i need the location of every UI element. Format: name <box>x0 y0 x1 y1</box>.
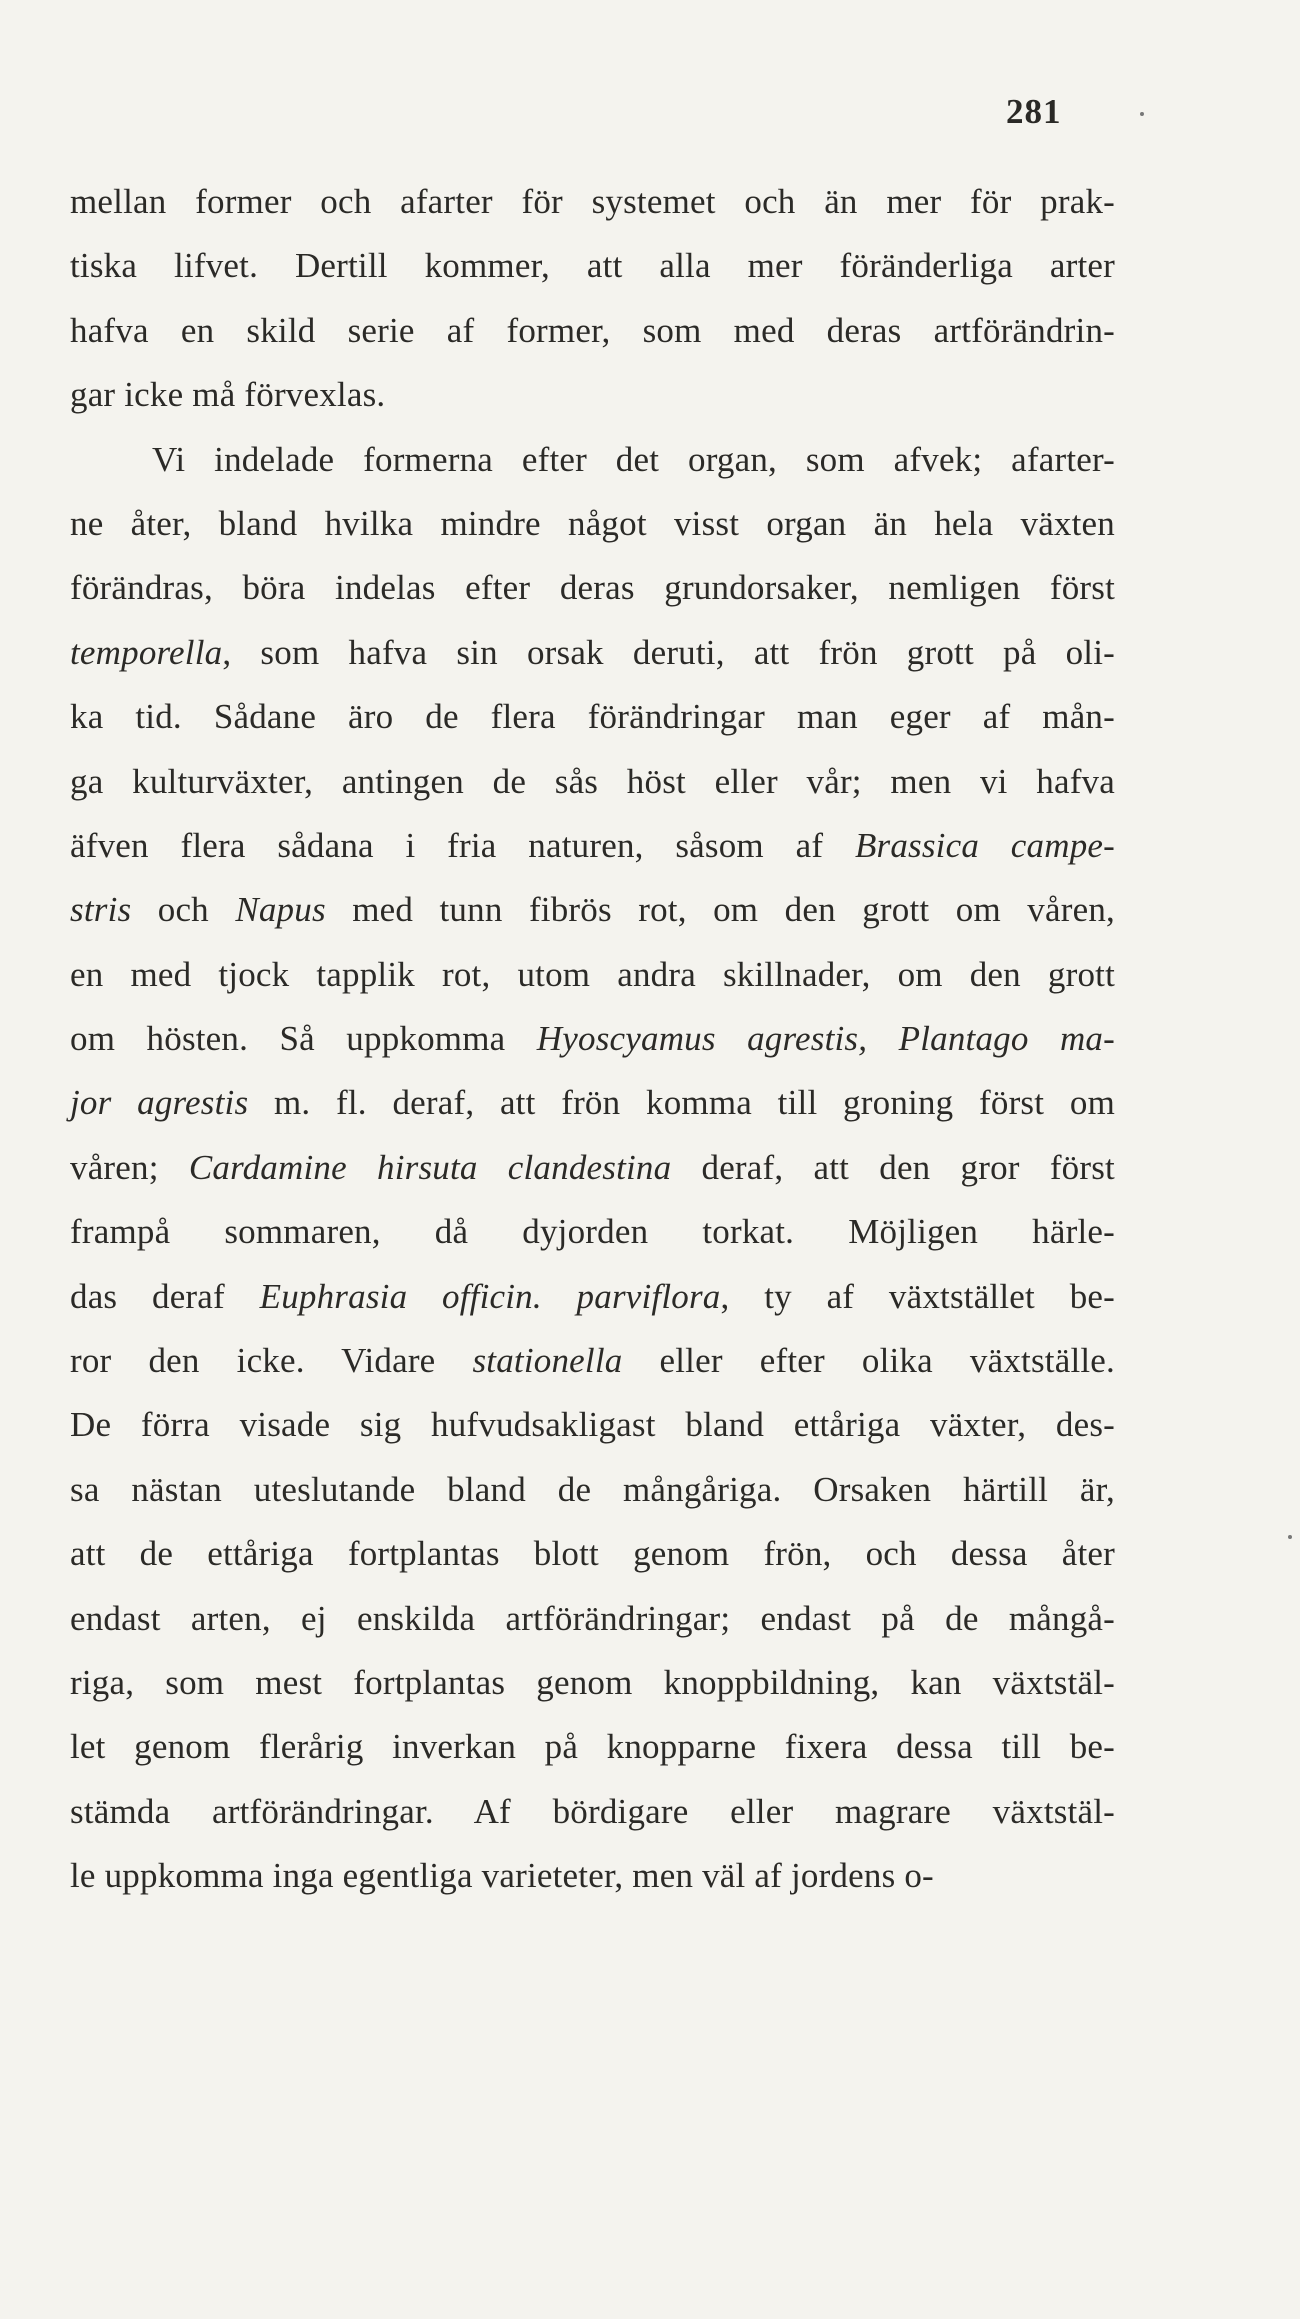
text-line <box>70 1780 1115 1844</box>
text-run: frampå sommaren, då dyjorden torkat. Möjligen härle- <box>70 1212 1115 1252</box>
italic-term: Hyoscyamus agrestis, Plantago ma- <box>536 1019 1115 1059</box>
text-run: Vi indelade formerna efter det organ, som afvek; afarter- <box>152 439 1115 479</box>
text-run: våren; <box>70 1147 189 1187</box>
text-run: äfven flera sådana i fria naturen, såsom af <box>70 825 855 865</box>
italic-term: temporella <box>70 632 223 672</box>
text-line <box>70 170 1115 234</box>
italic-term: stationella <box>472 1341 623 1381</box>
italic-term: Napus <box>235 890 326 930</box>
text-run: med tunn fibrös rot, om den grott om våren, <box>325 890 1115 930</box>
text-line <box>70 1071 1115 1135</box>
text-run: m. fl. deraf, att frön komma till groning först om <box>248 1083 1115 1123</box>
text-line <box>70 621 1115 685</box>
text-line <box>70 1265 1115 1329</box>
text-line <box>70 1844 1115 1908</box>
text-line <box>70 750 1115 814</box>
text-line <box>70 1007 1115 1071</box>
text-run: hafva en skild serie af former, som med deras artförändrin- <box>70 310 1115 350</box>
text-line <box>70 878 1115 942</box>
text-run: förändras, böra indelas efter deras grundorsaker, nemligen först <box>70 568 1115 608</box>
italic-term: Cardamine hirsuta clandestina <box>188 1147 672 1187</box>
text-run: ror den icke. Vidare <box>70 1341 473 1381</box>
ink-speck <box>1140 112 1144 116</box>
page-number: 281 <box>1006 92 1062 131</box>
text-line <box>70 685 1115 749</box>
text-run: ka tid. Sådane äro de flera förändringar man eger af mån- <box>70 697 1115 737</box>
italic-term: Euphrasia officin. parviflora <box>259 1276 721 1316</box>
text-line <box>70 1651 1115 1715</box>
text-line <box>70 1393 1115 1457</box>
text-run: endast arten, ej enskilda artförändringar; endast på de mångå- <box>70 1598 1115 1638</box>
text-line <box>70 1329 1115 1393</box>
text-run: let genom flerårig inverkan på knopparne fixera dessa till be- <box>70 1727 1115 1767</box>
body-text <box>70 170 1115 1909</box>
text-run: De förra visade sig hufvudsakligast bland ettåriga växter, des- <box>70 1405 1115 1445</box>
italic-term: stris <box>70 890 132 930</box>
text-line <box>70 1715 1115 1779</box>
text-run: eller efter olika växtställe. <box>622 1341 1115 1381</box>
text-run: gar icke må förvexlas. <box>70 375 386 415</box>
text-line <box>70 234 1115 298</box>
text-line <box>70 1200 1115 1264</box>
text-run: att de ettåriga fortplantas blott genom frön, och dessa åter <box>70 1534 1115 1574</box>
text-run: riga, som mest fortplantas genom knoppbildning, kan växtstäl- <box>70 1662 1115 1702</box>
text-line <box>70 556 1115 620</box>
text-run: , ty af växtstället be- <box>720 1276 1115 1316</box>
text-run: das deraf <box>70 1276 260 1316</box>
ink-speck <box>1288 1535 1292 1539</box>
text-line <box>70 1522 1115 1586</box>
text-line <box>70 943 1115 1007</box>
text-line <box>70 1136 1115 1200</box>
text-run: om hösten. Så uppkomma <box>70 1019 537 1059</box>
text-run: ga kulturväxter, antingen de sås höst eller vår; men vi hafva <box>70 761 1115 801</box>
text-line <box>70 428 1115 492</box>
text-line <box>70 1458 1115 1522</box>
text-line <box>70 363 1115 427</box>
text-line <box>70 492 1115 556</box>
text-line <box>70 299 1115 363</box>
text-run: sa nästan uteslutande bland de mångåriga. Orsaken härtill är, <box>70 1469 1115 1509</box>
text-run: en med tjock tapplik rot, utom andra skillnader, om den grott <box>70 954 1115 994</box>
italic-term: Brassica campe- <box>854 825 1115 865</box>
text-run: le uppkomma inga egentliga varieteter, men väl af jordens o- <box>70 1856 934 1896</box>
text-run: ne åter, bland hvilka mindre något visst organ än hela växten <box>70 503 1115 543</box>
text-line <box>70 1587 1115 1651</box>
text-run: mellan former och afarter för systemet och än mer för prak- <box>70 182 1115 221</box>
text-line <box>70 814 1115 878</box>
text-run: , som hafva sin orsak deruti, att frön grott på oli- <box>222 632 1115 672</box>
text-run: och <box>131 890 236 930</box>
text-run: tiska lifvet. Dertill kommer, att alla mer föränderliga arter <box>70 246 1115 286</box>
italic-term: jor agrestis <box>70 1083 249 1123</box>
text-run: deraf, att den gror först <box>671 1147 1115 1187</box>
text-run: stämda artförändringar. Af bördigare eller magrare växtstäl- <box>70 1791 1115 1831</box>
